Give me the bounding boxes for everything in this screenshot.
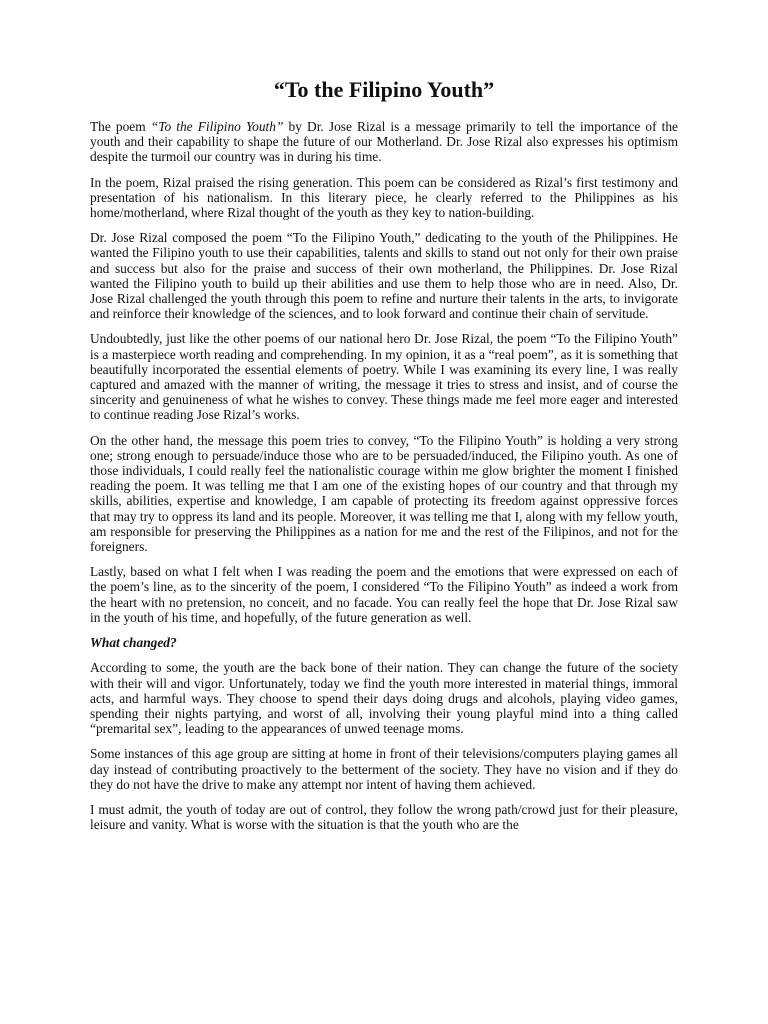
paragraph: Some instances of this age group are sitting at home in front of their televisions/computers playing games all day instead of contributing proactively to the betterment of the society. They have no vision and if they do they do not have the drive to make any attempt nor intent of having them achieved. [90,746,678,792]
section-heading: What changed? [90,635,177,651]
paragraph: I must admit, the youth of today are out of control, they follow the wrong path/crowd just for their pleasure, leisure and vanity. What is worse with the situation is that the youth who are the [90,801,678,833]
document-body [90,119,678,842]
document-title: “To the Filipino Youth” [273,77,495,102]
paragraph: In the poem, Rizal praised the rising generation. This poem can be considered as Rizal’s first testimony and presentation of his nationalism. In this literary piece, he clearly referred to the Philippines as his home/motherland, where Rizal thought of the youth as they key to nation-building. [90,174,678,221]
paragraph: Undoubtedly, just like the other poems of our national hero Dr. Jose Rizal, the poem “To the Filipino Youth” is a masterpiece worth reading and comprehending. In my opinion, it as a “real poem”, as it is something that beautifully incorporated the essential elements of poetry. While I was examining its every line, I was really captured and amazed with the manner of writing, the message it tries to stress and insist, and of course the sincerity and genuineness of what he wishes to convey. These things made me feel more eager and interested to continue reading Jose Rizal’s works. [90,331,678,423]
intro-text-after: by Dr. Jose Rizal is a message primarily to tell the importance of the youth and their capability to shape the future of our Motherland. Dr. Jose Rizal also expresses his optimism despite the turmoil our country was in during his time. [90,119,679,165]
paragraph: Lastly, based on what I felt when I was reading the poem and the emotions that were expressed on each of the poem’s line, as to the sincerity of the poem, I considered “To the Filipino Youth” as indeed a work from the heart with no pretension, no conceit, and no facade. You can really feel the hope that Dr. Jose Rizal saw in the youth of his time, and hopefully, of the future generation as well. [90,564,678,625]
intro-text-before: The poem [90,119,151,134]
paragraph: On the other hand, the message this poem tries to convey, “To the Filipino Youth” is holding a very strong one; strong enough to persuade/induce those who are to be persuaded/induced, the Filipino youth. As one of those individuals, I could really feel the nationalistic courage within me glow brighter the moment I finished reading the poem. It was telling me that I am one of the existing hopes of our country and that through my skills, abilities, expertise and knowledge, I am capable of protecting its freedom against oppressive forces that may try to oppress its land and its people. Moreover, it was telling me that I, along with my fellow youth, am responsible for preserving the Philippines as a nation for me and the rest of the Filipinos, and not for the foreigners. [90,432,678,555]
paragraph: Dr. Jose Rizal composed the poem “To the Filipino Youth,” dedicating to the youth of the Philippines. He wanted the Filipino youth to use their capabilities, talents and skills to stand out not only for their own praise and success but also for the praise and success of their own motherland, the Philippines. Dr. Jose Rizal wanted the Filipino youth to build up their abilities and use them to help those who are in need. Also, Dr. Jose Rizal challenged the youth through this poem to refine and nurture their talents in the arts, to invigorate and reinforce their knowledge of the sciences, and to look forward and continue their chain of servitude. [90,230,678,322]
paragraph-intro [90,119,678,165]
poem-title-italic: “To the Filipino Youth” [150,119,284,134]
paragraph: According to some, the youth are the back bone of their nation. They can change the future of the society with their will and vigor. Unfortunately, today we find the youth more interested in material things, immoral acts, and harmful ways. They choose to spend their days doing drugs and alcohols, playing video games, spending their nights partying, and worst of all, involving their young playful mind into a thing called “premarital sex”, leading to the appearances of unwed teenage moms. [90,660,678,737]
